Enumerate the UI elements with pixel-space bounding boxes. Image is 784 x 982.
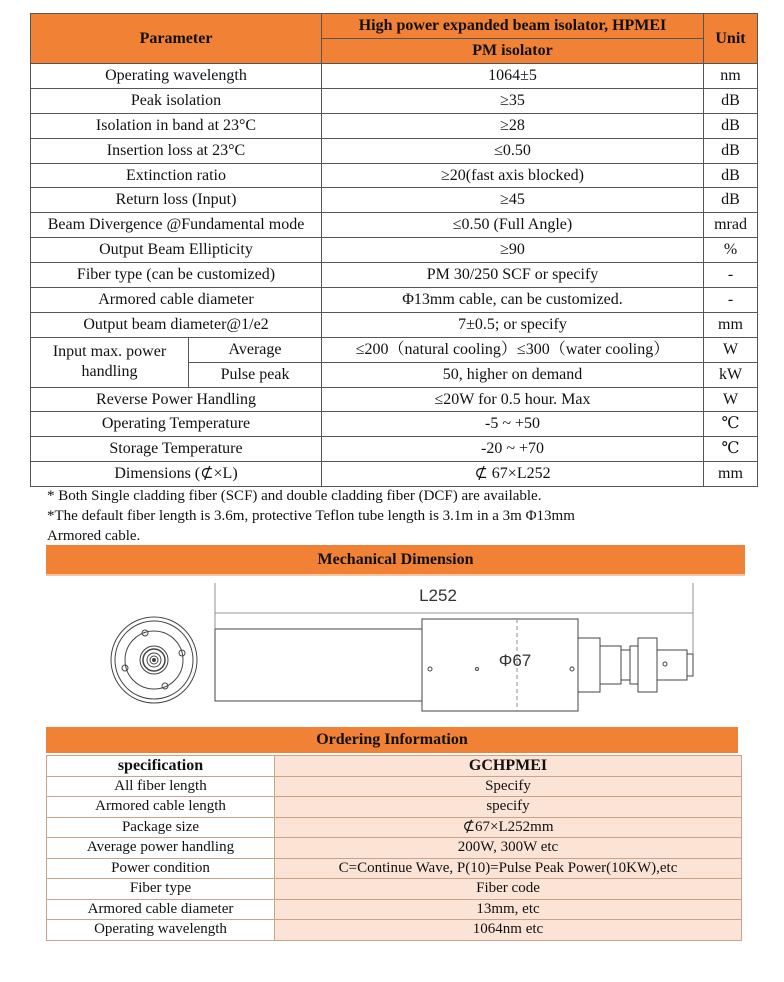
unit-cell: mrad — [704, 213, 758, 238]
value-cell: 200W, 300W etc — [275, 838, 742, 859]
power-sub-label: Average — [189, 337, 322, 362]
spec-cell: Armored cable diameter — [47, 899, 275, 920]
unit-cell: dB — [704, 163, 758, 188]
mechanical-drawing — [105, 580, 705, 720]
table-row — [47, 797, 742, 818]
unit-cell: - — [704, 288, 758, 313]
power-value: 50, higher on demand — [322, 362, 704, 387]
power-row-average — [31, 337, 758, 362]
table-row — [31, 312, 758, 337]
parameter-cell: Beam Divergence @Fundamental mode — [31, 213, 322, 238]
unit-cell: nm — [704, 64, 758, 89]
length-label: L252 — [419, 586, 457, 605]
power-unit: W — [704, 337, 758, 362]
parameter-cell: Isolation in band at 23°C — [31, 113, 322, 138]
value-cell: ≤0.50 (Full Angle) — [322, 213, 704, 238]
spec-header-row — [31, 14, 758, 39]
specification-header: specification — [47, 756, 275, 777]
spec-cell: Operating wavelength — [47, 920, 275, 941]
diameter-label: Φ67 — [498, 651, 532, 670]
end-view-drawing — [111, 617, 197, 703]
unit-cell: dB — [704, 138, 758, 163]
ordering-table — [46, 755, 742, 941]
value-cell: 1064±5 — [322, 64, 704, 89]
parameter-cell: Return loss (Input) — [31, 188, 322, 213]
parameter-cell: Storage Temperature — [31, 437, 322, 462]
parameter-cell: Reverse Power Handling — [31, 387, 322, 412]
value-cell: -20 ~ +70 — [322, 437, 704, 462]
ordering-information-title: Ordering Information — [46, 727, 738, 753]
mechanical-dimension-title: Mechanical Dimension — [46, 545, 745, 574]
table-row — [47, 920, 742, 941]
value-cell: C=Continue Wave, P(10)=Pulse Peak Power(10KW),etc — [275, 858, 742, 879]
table-row — [31, 288, 758, 313]
product-code: GCHPMEI — [275, 756, 742, 777]
note-line: * Both Single cladding fiber (SCF) and double cladding fiber (DCF) are available. — [47, 488, 542, 504]
spec-cell: Average power handling — [47, 838, 275, 859]
power-value: ≤200（natural cooling）≤300（water cooling） — [322, 337, 704, 362]
value-cell: ≥20(fast axis blocked) — [322, 163, 704, 188]
spec-cell: Armored cable length — [47, 797, 275, 818]
unit-cell: mm — [704, 312, 758, 337]
table-row — [31, 138, 758, 163]
table-row — [31, 412, 758, 437]
spec-cell: All fiber length — [47, 776, 275, 797]
table-row — [31, 238, 758, 263]
notes — [47, 486, 747, 546]
parameter-cell: Operating Temperature — [31, 412, 322, 437]
spec-rows — [31, 64, 758, 338]
value-cell: PM 30/250 SCF or specify — [322, 263, 704, 288]
parameter-cell: Operating wavelength — [31, 64, 322, 89]
table-row — [31, 88, 758, 113]
table-row — [31, 213, 758, 238]
table-row — [31, 462, 758, 487]
unit-cell: ℃ — [704, 412, 758, 437]
value-cell: Specify — [275, 776, 742, 797]
value-cell: Fiber code — [275, 879, 742, 900]
table-row — [31, 387, 758, 412]
parameter-cell: Dimensions (⊄×L) — [31, 462, 322, 487]
parameter-cell: Output beam diameter@1/e2 — [31, 312, 322, 337]
table-row — [47, 879, 742, 900]
value-cell: specify — [275, 797, 742, 818]
ordering-rows — [47, 776, 742, 940]
spec-cell: Fiber type — [47, 879, 275, 900]
value-cell: ≥45 — [322, 188, 704, 213]
value-cell: ⊄ 67×L252 — [322, 462, 704, 487]
value-cell: ⊄67×L252mm — [275, 817, 742, 838]
value-cell: -5 ~ +50 — [322, 412, 704, 437]
value-cell: ≥35 — [322, 88, 704, 113]
table-row — [31, 263, 758, 288]
note-line: Armored cable. — [47, 528, 141, 544]
spec-rows-after — [31, 387, 758, 487]
unit-cell: % — [704, 238, 758, 263]
table-row — [47, 858, 742, 879]
power-group-label: Input max. power handling — [31, 337, 189, 387]
unit-cell: dB — [704, 113, 758, 138]
parameter-header: Parameter — [31, 14, 322, 64]
table-row — [31, 64, 758, 89]
unit-cell: dB — [704, 88, 758, 113]
side-view-drawing — [215, 619, 693, 711]
parameter-cell: Peak isolation — [31, 88, 322, 113]
value-cell: 1064nm etc — [275, 920, 742, 941]
value-cell: ≥28 — [322, 113, 704, 138]
table-row — [47, 838, 742, 859]
table-row — [31, 437, 758, 462]
unit-cell: W — [704, 387, 758, 412]
power-sub-label: Pulse peak — [189, 362, 322, 387]
ordering-head-row — [47, 756, 742, 777]
value-cell: ≤20W for 0.5 hour. Max — [322, 387, 704, 412]
table-row — [31, 188, 758, 213]
unit-cell: dB — [704, 188, 758, 213]
unit-cell: ℃ — [704, 437, 758, 462]
spec-cell: Power condition — [47, 858, 275, 879]
table-row — [47, 899, 742, 920]
value-cell: ≤0.50 — [322, 138, 704, 163]
parameter-cell: Fiber type (can be customized) — [31, 263, 322, 288]
parameter-cell: Extinction ratio — [31, 163, 322, 188]
note-line: *The default fiber length is 3.6m, protective Teflon tube length is 3.1m in a 3m Φ13mm — [47, 508, 575, 524]
table-row — [31, 113, 758, 138]
parameter-cell: Insertion loss at 23°C — [31, 138, 322, 163]
table-row — [31, 163, 758, 188]
table-row — [47, 817, 742, 838]
unit-cell: mm — [704, 462, 758, 487]
value-cell: Φ13mm cable, can be customized. — [322, 288, 704, 313]
unit-cell: - — [704, 263, 758, 288]
table-row — [47, 776, 742, 797]
product-subtitle: PM isolator — [322, 39, 704, 64]
unit-header: Unit — [704, 14, 758, 64]
parameter-cell: Output Beam Ellipticity — [31, 238, 322, 263]
value-cell: ≥90 — [322, 238, 704, 263]
product-title: High power expanded beam isolator, HPMEI — [322, 14, 704, 39]
spec-table — [30, 13, 758, 487]
parameter-cell: Armored cable diameter — [31, 288, 322, 313]
value-cell: 7±0.5; or specify — [322, 312, 704, 337]
value-cell: 13mm, etc — [275, 899, 742, 920]
power-unit: kW — [704, 362, 758, 387]
spec-cell: Package size — [47, 817, 275, 838]
